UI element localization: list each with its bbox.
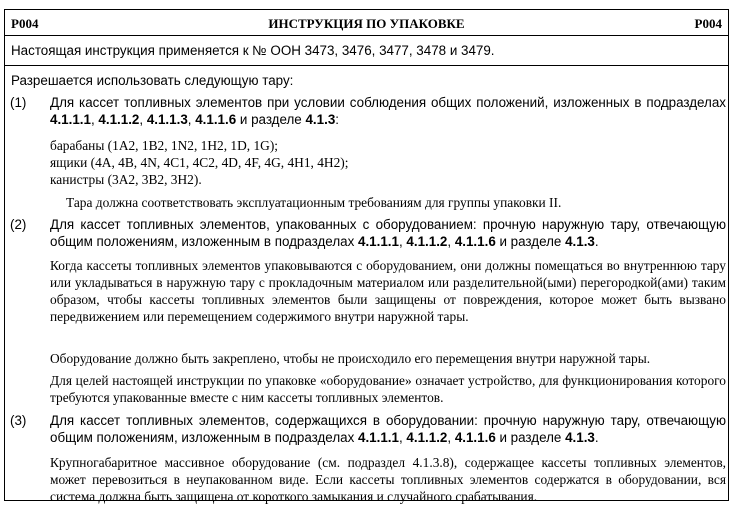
item-number-3: (3) xyxy=(10,413,27,428)
item-1-paragraph-1: Для кассет топливных элементов при условии соблюдения общих положений, изложенных в подразделах 4.1.1.1, 4.1.1.2, 4.1.1.3, 4.1.1.6 и разделе 4.1.3: xyxy=(50,95,726,127)
instruction-title: ИНСТРУКЦИЯ ПО УПАКОВКЕ xyxy=(268,16,465,31)
intro-text: Разрешается использовать следующую тару: xyxy=(11,73,294,88)
scope-text: Настоящая инструкция применяется к № ООН 3473, 3476, 3477, 3478 и 3479. xyxy=(11,43,495,58)
instruction-code-left: P004 xyxy=(11,16,39,31)
item-3-paragraph-1: Для кассет топливных элементов, содержащихся в оборудовании: прочную наружную тару, отвечающую общим положениям, изложенным в подразделах 4.1.1.1, 4.1.1.2, 4.1.1.6 и разделе 4.1.3. xyxy=(50,413,726,445)
item-2-paragraph-1: Для кассет топливных элементов, упакованных с оборудованием: прочную наружную тару, отвечающую общим положениям, изложенным в подразделах 4.1.1.1, 4.1.1.2, 4.1.1.6 и разделе 4.1.3. xyxy=(50,217,726,249)
item-1-paragraph-2: Тара должна соответствовать эксплуатационным требованиям для группы упаковки II. xyxy=(66,195,562,210)
list-item: барабаны (1A2, 1B2, 1N2, 1H2, 1D, 1G); xyxy=(50,138,279,153)
item-number-2: (2) xyxy=(10,217,27,232)
item-3-paragraph-2: Крупногабаритное массивное оборудование (см. подраздел 4.1.3.8), содержащее кассеты топливных элементов, может перевозиться в неупакованном виде. Если кассеты топливных элементов содержатся в оборудовании, вся система должна быть защищена от короткого замыкания и случайного срабатывания. xyxy=(50,455,726,504)
instruction-body xyxy=(5,66,728,504)
item-1-packaging-list xyxy=(50,137,726,188)
item-2-paragraph-2: Когда кассеты топливных элементов упаковываются с оборудованием, они должны помещаться во внутреннюю тару или укладываться в наружную тару с прокладочным материалом или разделительной(ыми) перегородкой(ами) таким образом, чтобы кассеты топливных элементов были защищены от повреждения, которое может быть вызвано передвижением или перемещением содержимого внутри наружной тары. xyxy=(50,258,726,324)
item-number-1: (1) xyxy=(10,95,27,110)
item-2-paragraph-4: Для целей настоящей инструкции по упаковке «оборудование» означает устройство, для функционирования которого требуются упакованные вместе с ним кассеты топливных элементов. xyxy=(50,373,726,405)
packing-instruction-table xyxy=(4,9,729,504)
instruction-code-right: P004 xyxy=(694,16,722,31)
scope-row xyxy=(5,36,728,66)
table-header xyxy=(5,10,728,36)
item-2-paragraph-3: Оборудование должно быть закреплено, чтобы не происходило его перемещения внутри наружной тары. xyxy=(50,351,651,366)
list-item: канистры (3A2, 3B2, 3H2). xyxy=(50,172,202,187)
list-item: ящики (4A, 4B, 4N, 4C1, 4C2, 4D, 4F, 4G, 4H1, 4H2); xyxy=(50,155,349,170)
